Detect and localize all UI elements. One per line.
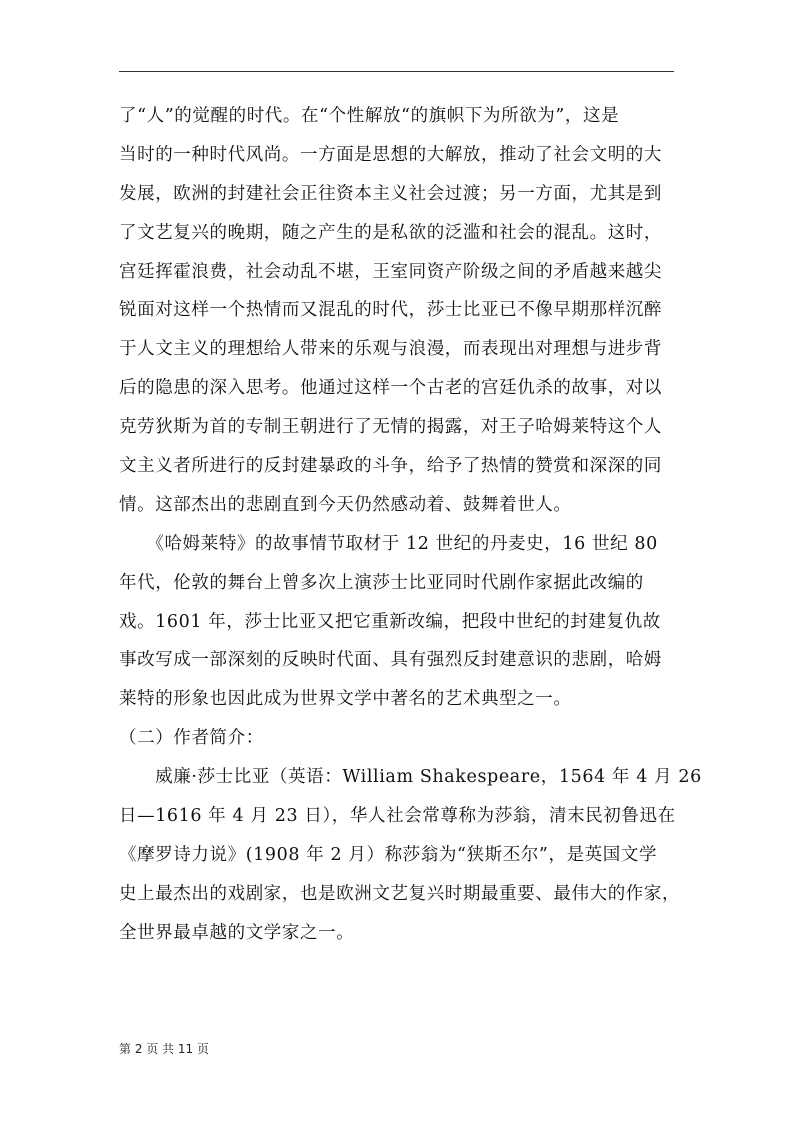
text-line: 情。这部杰出的悲剧直到今天仍然感动着、鼓舞着世人。 [119, 494, 572, 515]
text-line: 年代，伦敦的舞台上曾多次上演莎士比亚同时代剧作家据此改编的 [119, 572, 644, 593]
text-line: 威廉·莎士比亚（英语：William Shakespeare，1564 年 4 月 26 [119, 767, 702, 788]
text-line: 戏。1601 年，莎士比亚又把它重新改编，把段中世纪的封建复仇故 [119, 611, 661, 632]
text-line: 于人文主义的理想给人带来的乐观与浪漫，而表现出对理想与进步背 [119, 339, 662, 360]
section-heading: （二）作者简介： [119, 728, 264, 749]
text-line: 宫廷挥霍浪费，社会动乱不堪，王室同资产阶级之间的矛盾越来越尖 [119, 261, 662, 282]
text-line: 了“人”的觉醒的时代。在“个性解放“的旗帜下为所欲为”，这是 [119, 106, 620, 126]
text-line: 日—1616 年 4 月 23 日），华人社会常尊称为莎翁，清末民初鲁迅在 [119, 806, 676, 827]
text-line: 当时的一种时代风尚。一方面是思想的大解放，推动了社会文明的大 [119, 144, 662, 165]
text-line: 《摩罗诗力说》(1908 年 2 月）称莎翁为“狭斯丕尔”，是英国文学 [119, 844, 658, 865]
text-line: 史上最杰出的戏剧家，也是欧洲文艺复兴时期最重要、最伟大的作家， [119, 883, 681, 904]
text-line: 后的隐患的深入思考。他通过这样一个古老的宫廷仇杀的故事，对以 [119, 378, 662, 399]
text-line: 锐面对这样一个热情而又混乱的时代，莎士比亚已不像早期那样沉醉 [119, 300, 662, 321]
text-line: 《哈姆莱特》的故事情节取材于 12 世纪的丹麦史，16 世纪 80 [119, 533, 658, 554]
text-line: 了文艺复兴的晚期，随之产生的是私欲的泛滥和社会的混乱。这时， [119, 222, 662, 243]
text-line: 文主义者所进行的反封建暴政的斗争，给予了热情的赞赏和深深的同 [119, 456, 662, 477]
page-number: 第 2 页 共 11 页 [119, 1042, 209, 1056]
text-line: 发展，欧洲的封建社会正往资本主义社会过渡；另一方面，尤其是到 [119, 183, 662, 204]
text-line: 克劳狄斯为首的专制王朝进行了无情的揭露，对王子哈姆莱特这个人 [119, 417, 662, 438]
text-line: 全世界最卓越的文学家之一。 [119, 922, 355, 943]
text-line: 莱特的形象也因此成为世界文学中著名的艺术典型之一。 [119, 689, 572, 710]
text-line: 事改写成一部深刻的反映时代面、具有强烈反封建意识的悲剧，哈姆 [119, 650, 662, 671]
header-rule [119, 71, 674, 72]
document-body [119, 97, 702, 953]
